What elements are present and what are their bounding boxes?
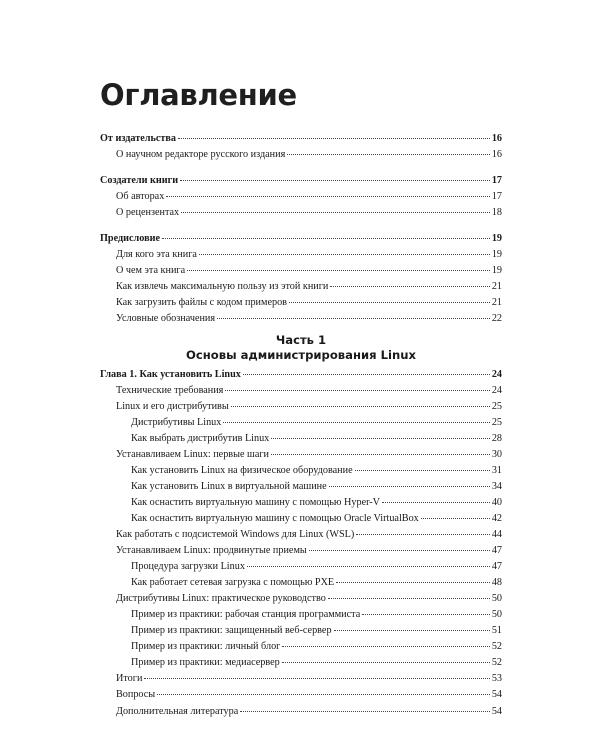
toc-entry[interactable] [100, 279, 502, 295]
dot-leader [330, 285, 489, 287]
toc-entry-page-number: 30 [491, 448, 502, 460]
toc-entry-page-number: 19 [491, 265, 502, 277]
toc-entry-label: Как установить Linux в виртуальной машине [131, 480, 327, 492]
toc-entry[interactable] [100, 559, 502, 575]
dot-leader [217, 317, 490, 319]
toc-entry[interactable] [100, 431, 502, 447]
toc-entry-label: Как загрузить файлы с кодом примеров [116, 297, 287, 309]
dot-leader [309, 549, 490, 551]
toc-entry[interactable] [100, 607, 502, 623]
toc-entry-page-number: 44 [491, 528, 502, 540]
toc-entry-page-number: 47 [491, 545, 502, 557]
toc-entry-label: Дистрибутивы Linux: практическое руководство [116, 593, 326, 605]
toc-entry[interactable] [100, 543, 502, 559]
toc-entry-page-number: 18 [491, 207, 502, 219]
toc-entry-label: Как работает сетевая загрузка с помощью PXE [131, 577, 335, 589]
toc-entry-label: Об авторах [116, 191, 165, 203]
toc-entry-page-number: 21 [491, 297, 502, 309]
toc-entry-label: Устанавливаем Linux: продвинутые приемы [116, 545, 307, 557]
toc-entry-page-number: 24 [491, 384, 502, 396]
toc-group [100, 231, 502, 327]
toc-entry-label: Пример из практики: личный блог [131, 641, 281, 653]
toc-entry-page-number: 51 [491, 625, 502, 637]
toc-entry-page-number: 19 [491, 249, 502, 261]
dot-leader [223, 421, 489, 423]
toc-entry-label: Предисловие [100, 233, 160, 245]
toc-group [100, 367, 502, 720]
part-title: Основы администрирования Linux [186, 347, 416, 362]
toc-entry[interactable] [100, 479, 502, 495]
toc-entry-page-number: 52 [491, 657, 502, 669]
dot-leader [180, 179, 490, 181]
toc-entry[interactable] [100, 575, 502, 591]
toc-heading-entry[interactable] [100, 231, 502, 247]
toc-entry-label: Для кого эта книга [116, 249, 197, 261]
dot-leader [355, 469, 490, 471]
toc-entry-label: Как работать с подсистемой Windows для Linux (WSL) [116, 528, 355, 540]
page-title: Оглавление [100, 78, 297, 112]
dot-leader [144, 677, 489, 679]
toc-entry-label: Условные обозначения [116, 313, 216, 325]
toc-entry-label: Создатели книги [100, 175, 179, 187]
dot-leader [282, 645, 489, 647]
dot-leader [157, 693, 490, 695]
toc-entry-page-number: 25 [491, 416, 502, 428]
toc-entry-page-number: 50 [491, 593, 502, 605]
table-of-contents [100, 131, 502, 720]
dot-leader [166, 195, 490, 197]
dot-leader [287, 153, 490, 155]
dot-leader [271, 453, 490, 455]
dot-leader [356, 533, 490, 535]
toc-entry-label: Как установить Linux на физическое оборудование [131, 464, 353, 476]
dot-leader [240, 710, 490, 712]
toc-entry-label: Вопросы [116, 689, 156, 701]
dot-leader [362, 613, 490, 615]
toc-entry-label: Как выбрать дистрибутив Linux [131, 432, 270, 444]
toc-entry-page-number: 54 [491, 689, 502, 701]
toc-gap [100, 163, 502, 173]
toc-entry-label: О чем эта книга [116, 265, 186, 277]
part-number: Часть 1 [275, 332, 327, 347]
toc-entry-label: Глава 1. Как установить Linux [100, 368, 241, 380]
dot-leader [187, 269, 490, 271]
dot-leader [181, 211, 490, 213]
toc-entry-label: Устанавливаем Linux: первые шаги [116, 448, 270, 460]
toc-entry-page-number: 47 [491, 561, 502, 573]
toc-entry-label: Пример из практики: медиасервер [131, 657, 280, 669]
toc-entry-page-number: 42 [491, 512, 502, 524]
part-heading [100, 333, 502, 363]
toc-group [100, 131, 502, 163]
toc-entry-page-number: 22 [491, 313, 502, 325]
toc-entry-label: Дополнительная литература [116, 705, 239, 717]
dot-leader [243, 373, 490, 375]
toc-entry[interactable] [100, 311, 502, 327]
toc-entry[interactable] [100, 415, 502, 431]
toc-entry-page-number: 31 [491, 464, 502, 476]
dot-leader [162, 237, 490, 239]
toc-entry-page-number: 17 [491, 175, 502, 187]
dot-leader [328, 597, 490, 599]
toc-entry-page-number: 50 [491, 609, 502, 621]
toc-entry-label: О научном редакторе русского издания [116, 149, 286, 161]
toc-entry[interactable] [100, 704, 502, 720]
dot-leader [289, 301, 490, 303]
toc-entry[interactable] [100, 205, 502, 221]
toc-group [100, 173, 502, 221]
dot-leader [225, 389, 489, 391]
toc-entry[interactable] [100, 495, 502, 511]
toc-entry[interactable] [100, 295, 502, 311]
toc-entry-page-number: 54 [491, 705, 502, 717]
toc-heading-entry[interactable] [100, 367, 502, 383]
dot-leader [334, 629, 490, 631]
toc-entry-page-number: 24 [491, 368, 502, 380]
dot-leader [231, 405, 490, 407]
toc-entry-page-number: 21 [491, 281, 502, 293]
toc-entry[interactable] [100, 447, 502, 463]
toc-entry[interactable] [100, 671, 502, 687]
toc-entry[interactable] [100, 247, 502, 263]
toc-entry-label: От издательства [100, 133, 176, 144]
toc-entry-page-number: 40 [491, 496, 502, 508]
toc-entry-page-number: 52 [491, 641, 502, 653]
toc-entry-label: Процедура загрузки Linux [131, 561, 245, 573]
dot-leader [199, 253, 490, 255]
dot-leader [421, 517, 490, 519]
dot-leader [382, 501, 490, 503]
toc-entry-label: Технические требования [116, 384, 224, 396]
toc-entry-label: Linux и его дистрибутивы [116, 400, 229, 412]
toc-heading-entry[interactable] [100, 131, 502, 147]
toc-entry[interactable] [100, 263, 502, 279]
toc-entry-label: Пример из практики: рабочая станция программиста [131, 609, 361, 621]
toc-entry[interactable] [100, 383, 502, 399]
toc-entry[interactable] [100, 591, 502, 607]
dot-leader [271, 437, 490, 439]
toc-entry[interactable] [100, 189, 502, 205]
toc-entry[interactable] [100, 463, 502, 479]
toc-heading-entry[interactable] [100, 173, 502, 189]
toc-entry[interactable] [100, 147, 502, 163]
toc-entry[interactable] [100, 623, 502, 639]
toc-entry-label: Как оснастить виртуальную машину с помощью Hyper-V [131, 496, 381, 508]
dot-leader [282, 661, 490, 663]
toc-entry[interactable] [100, 639, 502, 655]
toc-entry-label: Как оснастить виртуальную машину с помощью Oracle VirtualBox [131, 512, 419, 524]
toc-entry-page-number: 48 [491, 577, 502, 589]
toc-entry[interactable] [100, 511, 502, 527]
toc-entry-label: Как извлечь максимальную пользу из этой книги [116, 281, 329, 293]
toc-entry-page-number: 28 [491, 432, 502, 444]
toc-entry-label: Итоги [116, 673, 143, 685]
dot-leader [329, 485, 490, 487]
toc-entry-page-number: 34 [491, 480, 502, 492]
dot-leader [336, 581, 490, 583]
dot-leader [247, 565, 490, 567]
toc-entry-page-number: 53 [491, 673, 502, 685]
toc-entry[interactable] [100, 399, 502, 415]
toc-entry-page-number: 16 [491, 133, 502, 144]
dot-leader [178, 137, 490, 139]
toc-entry[interactable] [100, 655, 502, 671]
toc-entry-page-number: 16 [491, 149, 502, 161]
toc-entry-page-number: 17 [491, 191, 502, 203]
toc-entry-label: О рецензентах [116, 207, 180, 219]
toc-entry-page-number: 25 [491, 400, 502, 412]
toc-gap [100, 221, 502, 231]
toc-entry[interactable] [100, 527, 502, 543]
toc-entry-label: Пример из практики: защищенный веб-сервер [131, 625, 332, 637]
toc-entry-page-number: 19 [491, 233, 502, 245]
toc-entry-label: Дистрибутивы Linux [131, 416, 222, 428]
toc-entry[interactable] [100, 687, 502, 703]
